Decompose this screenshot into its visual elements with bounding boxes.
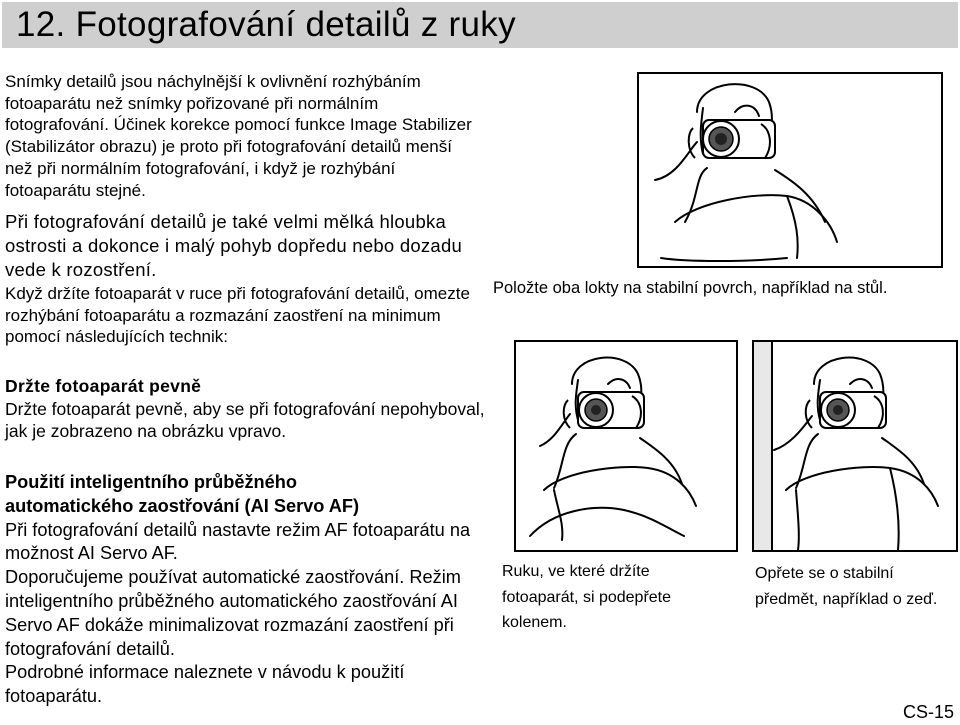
section-body-3: Podrobné informace naleznete v návodu k použití fotoaparátu. <box>5 662 405 707</box>
intro-paragraph-3: Když držíte fotoaparát v ruce při fotografování detailů, omezte rozhýbání fotoaparátu a rozmazání zaostření na minimum pomocí následujících technik: <box>5 284 470 347</box>
section-ai-servo <box>5 471 495 709</box>
caption-elbows-on-table: Položte oba lokty na stabilní povrch, například na stůl. <box>493 279 888 297</box>
caption-lean-on-wall: Opřete se o stabilní předmět, například o zeď. <box>755 565 938 608</box>
section-body-2: Doporučujeme používat automatické zaostřování. Režim inteligentního průběžného automatického zaostřování AI Servo AF dokáže minimalizovat rozmazání zaostření při fotografování detailů. <box>5 567 461 659</box>
section-hold-camera <box>5 375 485 443</box>
photographer-hand-on-knee-icon <box>514 340 738 552</box>
section-heading: Držte fotoaparát pevně <box>5 376 202 396</box>
section-heading-line-2: automatického zaostřování (AI Servo AF) <box>5 495 360 516</box>
title-bar <box>2 2 958 48</box>
photographer-lean-on-wall-icon <box>752 340 958 552</box>
intro-paragraph-1: Snímky detailů jsou náchylnější k ovlivnění rozhýbáním fotoaparátu než snímky pořizované při normálním fotografování. Účinek korekce pomocí funkce Image Stabilizer (Stabilizátor obrazu) je proto při fotografování detailů menší než při normálním fotografování, i když je rozhýbání fotoaparátu stejné. <box>5 72 472 200</box>
section-heading-line-1: Použití inteligentního průběžného <box>5 472 297 492</box>
page-title: 12. Fotografování detailů z ruky <box>16 5 516 44</box>
intro-paragraph-2: Při fotografování detailů je také velmi mělká hloubka ostrosti a dokonce i malý pohyb dopředu nebo dozadu vede k rozostření. <box>5 211 463 280</box>
caption-hand-on-knee: Ruku, ve které držíte fotoaparát, si podepřete kolenem. <box>502 563 672 631</box>
page-number: CS-15 <box>902 702 954 722</box>
photographer-elbows-on-table-icon <box>637 72 943 268</box>
section-body-1: Při fotografování detailů nastavte režim AF fotoaparátu na možnost AI Servo AF. <box>5 519 471 564</box>
section-body: Držte fotoaparát pevně, aby se při fotografování nepohyboval, jak je zobrazeno na obrázku vpravo. <box>5 398 485 442</box>
